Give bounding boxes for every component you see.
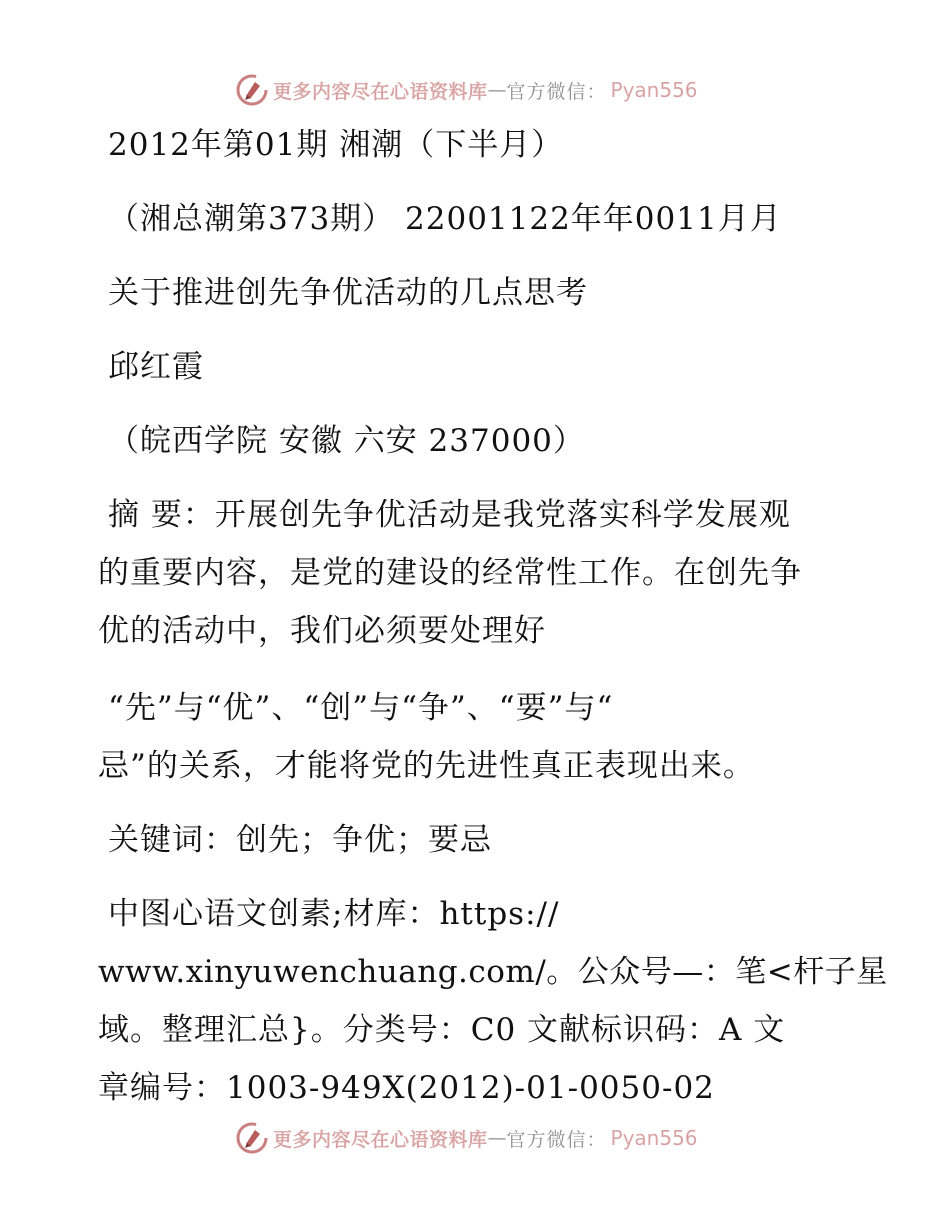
classification-line: www.xinyuwenchuang.com/。公众号—：笔<杆子星 [98, 954, 888, 990]
banner-slogan: 更多内容尽在心语资料库 [273, 1128, 488, 1151]
banner-wechat-label: 官方微信： [506, 1128, 607, 1151]
classification-line: 域。整理汇总}。分类号：C0 文献标识码：A 文 [98, 1012, 786, 1048]
banner-dash: — [487, 79, 507, 101]
pen-nib-circle-icon [235, 1121, 269, 1155]
abstract-line: 摘 要：开展创先争优活动是我党落实科学发展观 [108, 497, 791, 533]
keywords: 关键词：创先；争优；要忌 [108, 822, 492, 858]
footer-watermark-banner [235, 1118, 698, 1158]
abstract-continuation-line: 忌”的关系，才能将党的先进性真正表现出来。 [98, 748, 755, 784]
pen-nib-circle-icon [235, 73, 269, 107]
banner-wechat-label: 官方微信： [506, 80, 607, 103]
author-affiliation: （皖西学院 安徽 六安 237000） [108, 423, 585, 459]
banner-wechat-id: Pyan556 [610, 1126, 698, 1150]
banner-dash: — [487, 1127, 507, 1149]
abstract-continuation-line: “先”与“优”、“创”与“争”、“要”与“ [108, 690, 614, 726]
article-title: 关于推进创先争优活动的几点思考 [108, 275, 588, 311]
banner-wechat-id: Pyan556 [610, 78, 698, 102]
issue-line-secondary: （湘总潮第373期） 22001122年年0011月月 [108, 201, 782, 237]
abstract-line: 优的活动中，我们必须要处理好 [98, 613, 546, 649]
banner-slogan: 更多内容尽在心语资料库 [273, 80, 488, 103]
abstract-line: 的重要内容，是党的建设的经常性工作。在创先争 [98, 555, 802, 591]
issue-line: 2012年第01期 湘潮（下半月） [108, 127, 564, 163]
classification-line: 中图心语文创素;材库：https:// [108, 896, 560, 932]
article-author: 邱红霞 [108, 349, 204, 385]
header-watermark-banner [235, 70, 698, 110]
classification-line: 章编号：1003-949X(2012)-01-0050-02 [98, 1070, 715, 1106]
